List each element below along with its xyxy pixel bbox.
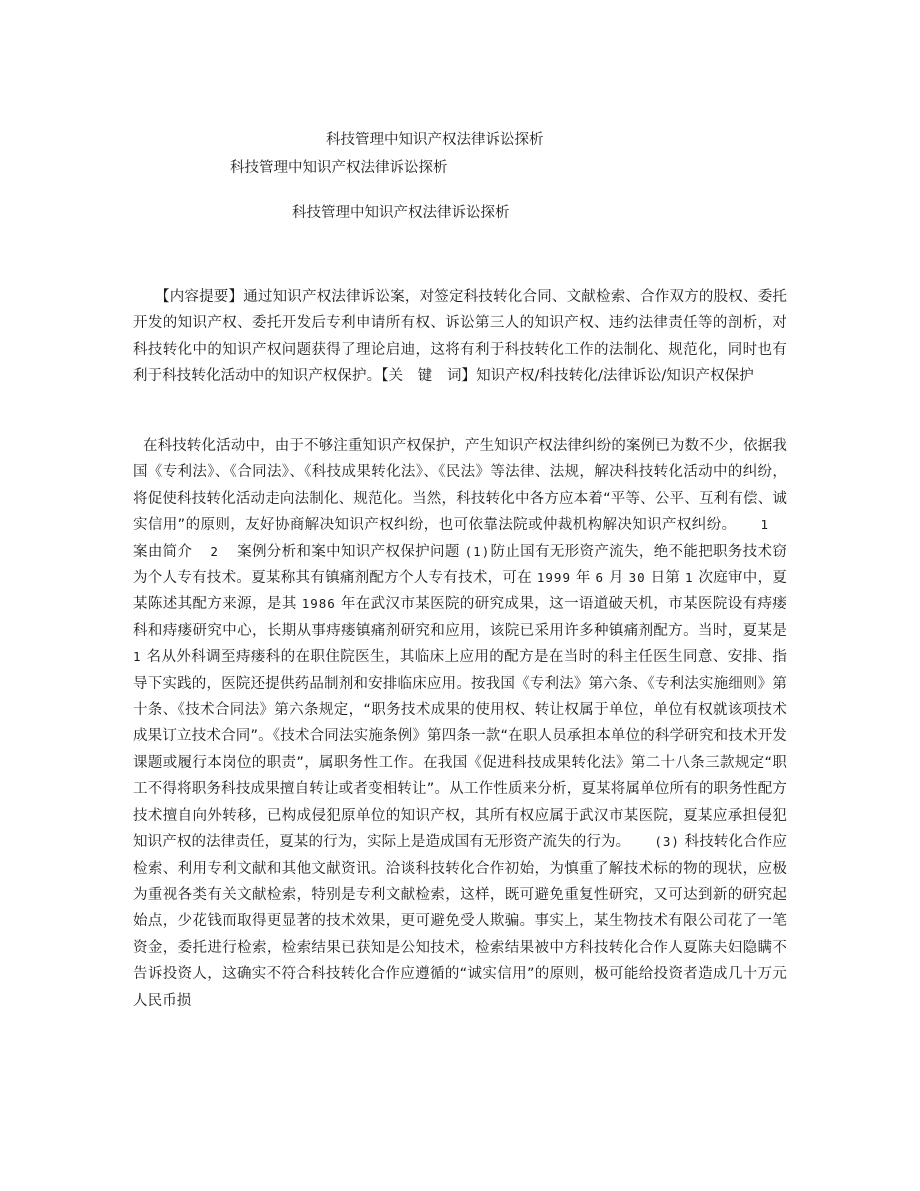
- keywords-text: 知识产权/科技转化/法律诉讼/知识产权保护: [476, 368, 754, 385]
- item-1-text-d: 名从外科调至痔瘘科的在职住院医生，其临床上应用的配方是在当时的科主任医生同意、安排、指导下实践的，医院还提供药品制剂和安排临床应用。按我国《专利法》第六条、《专利法实施细则》第十条、《技术合同法》第六条规定，“职务技术成果的使用权、转让权属于单位，单位有权就该项技术成果订立技术合同”。《技术合同法实施条例》第四条一款“在职人员承担本单位的科学研究和技术开发课题或履行本岗位的职责”，属职务性工作。在我国《促进科技成果转化法》第二十八条三款规定“职工不得将职务科技成果擅自转让或者变相转让”。从工作性质来分析，夏某将属单位所有的职务性配方技术擅自向外转移，已构成侵犯原单位的知识产权，其所有权应属于武汉市某医院，夏某应承担侵犯知识产权的法律责任，夏某的行为，实际上是造成国有无形资产流失的行为。: [133, 649, 787, 851]
- item-3-number: (3): [654, 834, 680, 850]
- document-title-secondary: 科技管理中知识产权法律诉讼探析: [230, 160, 448, 176]
- date-year: 1999: [536, 570, 571, 586]
- origin-year: 1986: [301, 596, 336, 612]
- item-1-text-c: 年在武汉市某医院的研究成果，这一语道破天机，市某医院设有痔瘘科和痔瘘研究中心，长期从事痔瘘镇痛剂研究和应用，该院已采用许多种镇痛剂配方。当时，夏某是: [133, 596, 787, 639]
- abstract-text: 通过知识产权法律诉讼案，对签定科技转化合同、文献检索、合作双方的股权、委托开发的知识产权、委托开发后专利申请所有权、诉讼第三人的知识产权、违约法律责任等的剖析，对科技转化中的知识产权问题获得了理论启迪，这将有利于科技转化工作的法制化、规范化，同时也有利于科技转化活动中的知识产权保护。: [133, 289, 787, 385]
- section-2-heading: 案例分析和案中知识产权保护问题: [236, 543, 460, 560]
- date-month: 6: [595, 570, 605, 586]
- session-number: 1: [685, 570, 694, 586]
- date-year-char: 年: [575, 570, 591, 587]
- abstract-paragraph: [133, 284, 787, 390]
- date-day-char: 日第: [650, 570, 681, 587]
- section-1-heading: 案由简介: [133, 543, 193, 560]
- item-1-number: (1): [464, 543, 491, 559]
- body-paragraph: [133, 433, 787, 1014]
- section-2-number: 2: [210, 543, 219, 559]
- item-1-text-b: 次庭审中，夏某陈述其配方来源，是其: [133, 570, 787, 613]
- item-3-text: 科技转化合作应检索、利用专利文献和其他文献资讯。洽谈科技转化合作初始，为慎重了解技术标的物的现状，应极为重视各类有关文献检索，特别是专利文献检索，这样，既可避免重复性研究，又可达到新的研究起始点，少花钱而取得更显著的技术效果，更可避免受人欺骗。事实上，某生物技术有限公司花了一笔资金，委托进行检索，检索结果已获知是公知技术，检索结果被中方科技转化合作人夏陈夫妇隐瞒不告诉投资人，这确实不符合科技转化合作应遵循的“诚实信用”的原则，极可能给投资者造成几十万元人民币损: [133, 834, 788, 1009]
- item-1-text-a: 防止国有无形资产流失，绝不能把职务技术窃为个人专有技术。夏某称其有镇痛剂配方个人专有技术，可在: [133, 543, 787, 587]
- intro-text: 在科技转化活动中，由于不够注重知识产权保护，产生知识产权法律纠纷的案例已为数不少，依据我国《专利法》、《合同法》、《科技成果转化法》、《民法》等法律、法规，解决科技转化活动中的纠纷，将促使科技转化活动走向法制化、规范化。当然，科技转化中各方应本着“平等、公平、互利有偿、诚实信用”的原则，友好协商解决知识产权纠纷，也可依靠法院或仲裁机构解决知识产权纠纷。: [133, 438, 787, 534]
- date-month-char: 月: [608, 570, 624, 587]
- keywords-label: 【关 键 词】: [381, 368, 477, 385]
- abstract-label: 【内容提要】: [155, 289, 244, 305]
- count-number: 1: [133, 649, 142, 665]
- document-title-header: 科技管理中知识产权法律诉讼探析: [326, 132, 544, 148]
- document-title-main: 科技管理中知识产权法律诉讼探析: [292, 205, 510, 221]
- section-1-number: 1: [760, 517, 769, 533]
- date-day: 30: [628, 570, 646, 586]
